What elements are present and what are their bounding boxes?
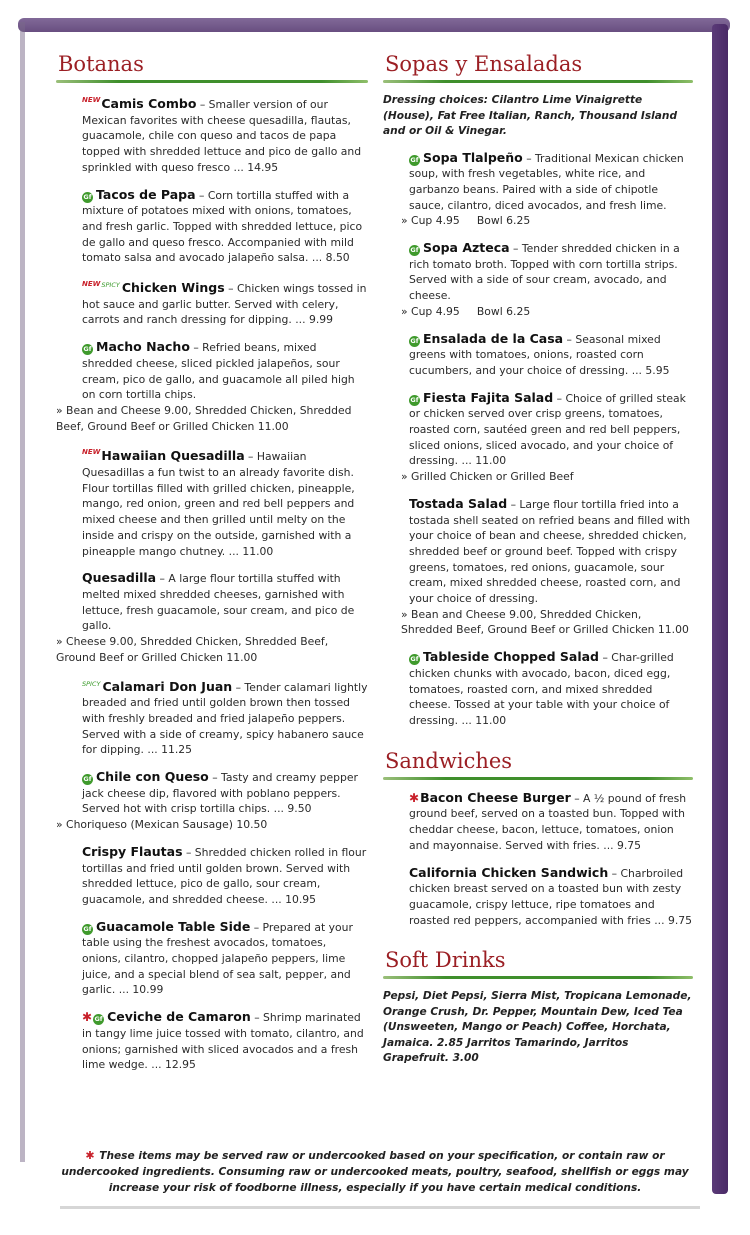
menu-item xyxy=(56,1009,368,1073)
menu-item xyxy=(383,865,693,929)
menu-item-body xyxy=(56,277,368,328)
menu-item xyxy=(383,496,693,638)
menu-item-name: California Chicken Sandwich xyxy=(409,864,609,880)
right-column xyxy=(383,50,693,1077)
section-botanas xyxy=(56,50,368,1073)
menu-item-description: – Refried beans, mixed shredded cheese, sliced pickled jalapeños, sour cream, pico de gallo, and guacamole all piled high on corn tortilla chips. xyxy=(82,341,355,402)
decorative-frame-left xyxy=(20,22,25,1162)
raw-food-disclaimer xyxy=(60,1148,690,1196)
menu-item xyxy=(56,844,368,908)
menu-item xyxy=(56,919,368,999)
menu-item-body xyxy=(56,1009,368,1073)
menu-item-name: Tacos de Papa xyxy=(96,186,196,202)
menu-item-options: » Cup 4.95 Bowl 6.25 xyxy=(401,214,531,228)
section-divider xyxy=(383,976,693,979)
raw-warning-icon: ✱ xyxy=(409,790,420,805)
menu-item-body xyxy=(401,240,693,304)
dressing-note: Dressing choices: Cilantro Lime Vinaigrette (House), Fat Free Italian, Ranch, Thousand Island and or Oil & Vinegar. xyxy=(383,94,678,137)
menu-item-body xyxy=(56,844,368,908)
menu-item-body xyxy=(56,445,368,559)
gluten-free-icon: Gf xyxy=(83,924,92,933)
menu-item-description: – Char-grilled chicken chunks with avocado, bacon, diced egg, tomatoes, roasted corn, and mixed shredded cheese. Tossed at your table with your choice of dressing. ... 11.00 xyxy=(409,651,674,727)
menu-item-name: Tostada Salad xyxy=(409,495,508,511)
menu-item-body xyxy=(56,919,368,999)
raw-warning-icon: ✱ xyxy=(82,1010,93,1025)
section-sopas-y-ensaladas xyxy=(383,50,693,729)
menu-item-name: Chicken Wings xyxy=(121,280,225,296)
menu-item-name: Ensalada de la Casa xyxy=(423,330,564,346)
menu-item-body xyxy=(401,331,693,379)
drinks-list: Pepsi, Diet Pepsi, Sierra Mist, Tropicana Lemonade, Orange Crush, Dr. Pepper, Mountain Dew, Iced Tea (Unsweeten, Mango or Peach) Coffee, Horchata, Jamaica. 2.85 Jarritos Tamarindo, Jarritos Grapefruit. 3.00 xyxy=(383,990,692,1065)
menu-item-body xyxy=(401,790,693,854)
decorative-frame-top xyxy=(18,18,730,32)
menu-item-options: » Bean and Cheese 9.00, Shredded Chicken, Shredded Beef, Ground Beef or Grilled Chicken 11.00 xyxy=(401,607,689,637)
section-soft-drinks xyxy=(383,946,693,1067)
menu-item-name: Calamari Don Juan xyxy=(102,678,233,694)
menu-item xyxy=(56,187,368,267)
menu-item-description: – A large flour tortilla stuffed with melted mixed shredded cheeses, garnished with lettuce, fresh guacamole, sour cream, and pico de gallo. xyxy=(82,572,355,633)
new-badge-icon: NEW xyxy=(82,280,101,289)
menu-item-name: Camis Combo xyxy=(101,96,197,111)
menu-item-description: – Shredded chicken rolled in flour tortillas and fried until golden brown. Served with shredded lettuce, pico de gallo, sour cream, guacamole, and shredded cheese. ... 10.95 xyxy=(82,845,367,906)
new-badge-icon: NEW xyxy=(82,448,101,457)
menu-item-body xyxy=(56,677,368,759)
menu-item-name: Chile con Queso xyxy=(96,769,209,785)
menu-item-name: Sopa Tlalpeño xyxy=(423,149,523,165)
gluten-free-icon: Gf xyxy=(83,345,92,354)
menu-item-name: Guacamole Table Side xyxy=(96,918,251,934)
menu-item-description: – Hawaiian Quesadillas a fun twist to an already favorite dish. Flour tortillas filled with grilled chicken, pineapple, mango, red onion, green and red bell peppers and mixed cheese and then grilled until melty on the inside and crispy on the outside, garnished with a pineapple mango chutney. ... 11.00 xyxy=(82,450,355,558)
menu-item-body xyxy=(401,649,693,729)
menu-item-description: – Traditional Mexican chicken soup, with fresh vegetables, white rice, and garbanzo beans. Paired with a side of chipotle sauce, cilantro, diced avocados, and fresh lime. xyxy=(409,151,684,212)
spicy-badge-icon: SPICY xyxy=(101,281,120,290)
menu-item-description: – Tasty and creamy pepper jack cheese dip, flavored with poblano peppers. Served hot with crisp tortilla chips. ... 9.50 xyxy=(82,771,358,816)
gluten-free-icon: Gf xyxy=(410,155,419,164)
menu-item-description: – Large flour tortilla fried into a tostada shell seated on refried beans and filled with your choice of bean and cheese, shredded chicken, shredded beef or ground beef. Topped with crispy greens, tomatoes, red onions, guacamole, sour cream, mixed shredded cheese, roasted corn, and your choice of dressing. xyxy=(409,497,691,606)
menu-item-description: – Chicken wings tossed in hot sauce and garlic butter. Served with celery, carrots and ranch dressing for dipping. ... 9.99 xyxy=(82,282,367,327)
menu-item xyxy=(56,769,368,833)
menu-item xyxy=(56,570,368,665)
menu-item-description: – Seasonal mixed greens with tomatoes, onions, roasted corn cucumbers, and your choice of dressing. ... 5.95 xyxy=(409,332,670,377)
menu-item-body xyxy=(401,865,693,929)
menu-item xyxy=(56,339,368,434)
menu-item-name: Tableside Chopped Salad xyxy=(423,649,600,665)
section-divider xyxy=(383,777,693,780)
menu-item-body xyxy=(56,93,368,176)
section-title: Sopas y Ensaladas xyxy=(385,52,583,76)
gluten-free-icon: Gf xyxy=(83,775,92,784)
disclaimer-text: These items may be served raw or undercooked based on your specification, or contain raw or undercooked ingredients. Consuming raw or undercooked meats, poultry, seafood, shellfish or eggs may increase your risk of foodborne illness, especially if you have certain medical conditions. xyxy=(61,1150,689,1194)
menu-item xyxy=(56,677,368,759)
menu-item-body xyxy=(56,339,368,403)
section-title: Sandwiches xyxy=(385,748,513,773)
menu-item-description: – Shrimp marinated in tangy lime juice tossed with tomato, cilantro, and onions; garnished with sliced avocados and a fresh lime wedge. ... 12.95 xyxy=(82,1011,364,1072)
menu-item-body xyxy=(401,390,693,470)
menu-item-description: – Corn tortilla stuffed with a mixture of potatoes mixed with onions, tomatoes, and fresh garlic. Topped with shredded lettuce, pico de gallo and queso fresco. Accompanied with mild tomato salsa and avocado jalapeño salsa. ... 8.50 xyxy=(82,188,363,265)
menu-item-description: – Choice of grilled steak or chicken served over crisp greens, tomatoes, roasted corn, sautéed green and red bell peppers, sliced onions, sliced avocado, and your choice of dressing. ... 11.00 xyxy=(409,391,686,468)
menu-item-options: » Cup 4.95 Bowl 6.25 xyxy=(401,304,531,318)
menu-item-name: Hawaiian Quesadilla xyxy=(101,448,245,464)
spicy-badge-icon: SPICY xyxy=(82,679,101,688)
gluten-free-icon: Gf xyxy=(410,246,419,255)
new-badge-icon: NEW xyxy=(82,96,101,104)
menu-item-body xyxy=(401,150,693,214)
menu-item xyxy=(383,331,693,379)
menu-item-description: – Tender shredded chicken in a rich tomato broth. Topped with corn tortilla strips. Served with a side of sour cream, avocado, and cheese. xyxy=(409,242,680,303)
gluten-free-icon: Gf xyxy=(83,192,92,201)
menu-item-body xyxy=(401,496,693,607)
menu-item-name: Crispy Flautas xyxy=(82,843,183,859)
menu-item xyxy=(383,240,693,320)
menu-item-name: Quesadilla xyxy=(82,570,157,586)
section-title: Soft Drinks xyxy=(385,948,506,973)
menu-item-description: – A ½ pound of fresh ground beef, served on a toasted bun. Topped with cheddar cheese, bacon, lettuce, tomatoes, onion and mayonnaise. Served with fries. ... 9.75 xyxy=(409,791,687,852)
menu-item-name: Ceviche de Camaron xyxy=(107,1009,251,1025)
menu-item-body xyxy=(56,570,368,634)
menu-item xyxy=(383,790,693,854)
menu-item-body xyxy=(56,187,368,267)
decorative-frame-right xyxy=(712,24,728,1194)
menu-item-description: – Smaller version of our Mexican favorites with cheese quesadilla, flautas, guacamole, chile con queso and tacos de papa topped with shredded lettuce and pico de gallo and sprinkled with queso fresco ... 14.95 xyxy=(82,98,362,174)
menu-item-description: – Charbroiled chicken breast served on a toasted bun with zesty guacamole, crispy lettuce, ripe tomatoes and roasted red peppers, accompanied with fries ... 9.75 xyxy=(409,866,693,927)
left-column xyxy=(56,50,368,1084)
menu-item-options: » Grilled Chicken or Grilled Beef xyxy=(401,470,574,484)
section-divider xyxy=(383,80,693,83)
menu-item xyxy=(383,649,693,729)
section-title: Botanas xyxy=(58,52,144,76)
menu-item-body xyxy=(56,769,368,817)
section-sandwiches xyxy=(383,747,693,929)
menu-item xyxy=(56,93,368,176)
menu-item-name: Bacon Cheese Burger xyxy=(420,789,571,805)
menu-item-options: » Bean and Cheese 9.00, Shredded Chicken, Shredded Beef, Ground Beef or Grilled Chicken 11.00 xyxy=(56,403,355,433)
menu-item-options: » Choriqueso (Mexican Sausage) 10.50 xyxy=(56,818,268,832)
asterisk-icon: ✱ xyxy=(85,1149,95,1162)
menu-item-name: Sopa Azteca xyxy=(423,240,510,256)
gluten-free-icon: Gf xyxy=(410,336,419,345)
menu-item xyxy=(56,445,368,559)
gluten-free-icon: Gf xyxy=(410,655,419,664)
menu-item-name: Fiesta Fajita Salad xyxy=(423,389,554,405)
gluten-free-icon: Gf xyxy=(94,1015,103,1024)
menu-item-description: – Prepared at your table using the freshest avocados, tomatoes, onions, cilantro, chopped jalapeño peppers, lime juice, and a special blend of sea salt, pepper, and garlic. ... 10.99 xyxy=(82,920,353,997)
menu-item xyxy=(383,390,693,485)
menu-item-options: » Cheese 9.00, Shredded Chicken, Shredded Beef, Ground Beef or Grilled Chicken 11.00 xyxy=(56,635,332,664)
decorative-frame-bottom xyxy=(60,1206,700,1209)
menu-item xyxy=(56,277,368,328)
menu-item-description: – Tender calamari lightly breaded and fried until golden brown then tossed with freshly breaded and fried jalapeño peppers. Served with a side of creamy, spicy habanero sauce for dipping. ... 11.25 xyxy=(82,680,368,757)
menu-item xyxy=(383,150,693,230)
gluten-free-icon: Gf xyxy=(410,395,419,404)
section-divider xyxy=(56,80,368,83)
menu-item-name: Macho Nacho xyxy=(96,339,190,355)
